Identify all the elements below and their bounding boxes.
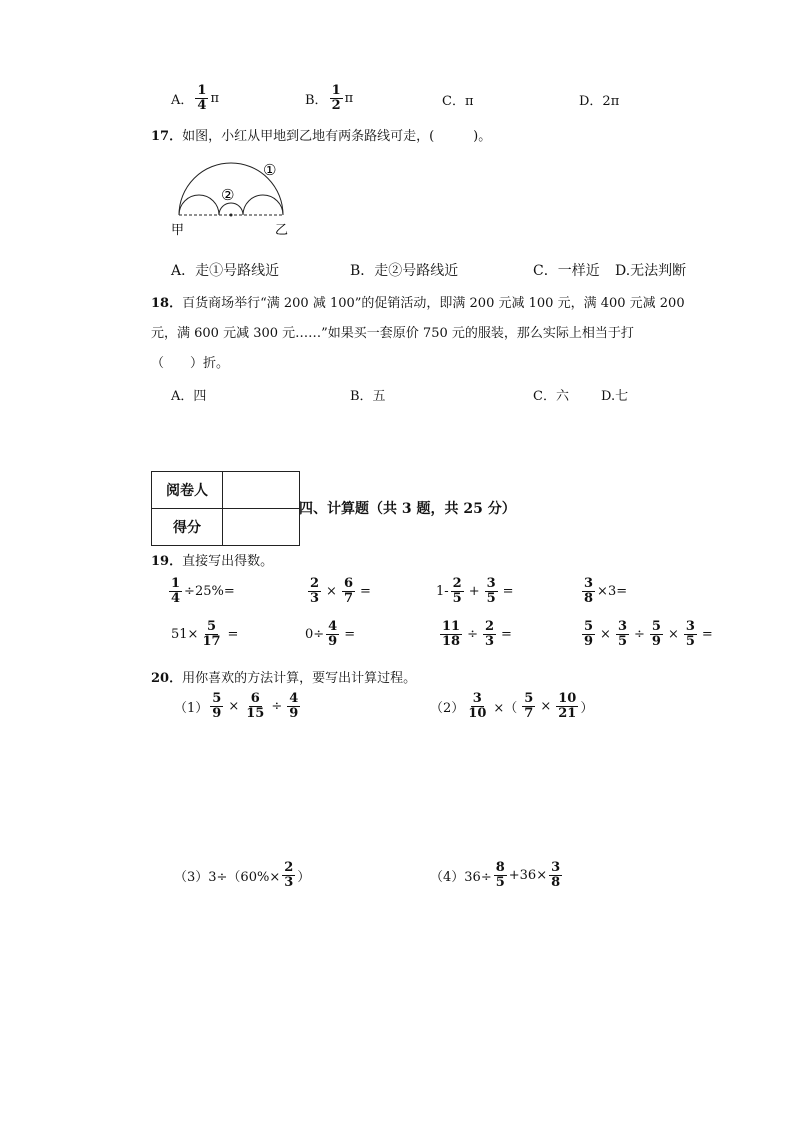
q18-option-d: D.七	[601, 389, 629, 404]
q19-expr-6: 0÷ $\frac{4}{9}$ =	[305, 619, 356, 649]
route-1-label: ①	[263, 161, 277, 179]
q18-option-a: A．四	[171, 389, 207, 404]
route-2-arc-right	[243, 195, 283, 215]
q16-option-a: A． $\frac{1}{4}$ π	[171, 83, 219, 113]
q19-expr-7: $\frac{11}{18}$ ÷ $\frac{2}{3}$ =	[442, 619, 512, 649]
fraction: $\frac{1}{4}$	[197, 83, 207, 113]
q17-figure	[165, 155, 300, 240]
q19-expr-4: $\frac{3}{8}$ ×3=	[584, 576, 628, 606]
q19-expr-8: $\frac{5}{9}$ × $\frac{3}{5}$ ÷ $\frac{5}{9}$ × $\frac{3}{5}$ =	[584, 619, 713, 649]
q18-option-c: C．六	[533, 389, 569, 404]
reviewer-cell	[223, 472, 300, 509]
q18-option-b: B．五	[350, 389, 386, 404]
q19-question: 19．直接写出得数。	[151, 554, 274, 569]
route-2-arc-left	[179, 195, 219, 215]
q17-question: 17．如图，小红从甲地到乙地有两条路线可走，( )。	[151, 129, 492, 144]
score-cell	[223, 509, 300, 546]
q18-question-line3: （ ）折。	[151, 356, 230, 371]
q16-option-d: D．2π	[579, 94, 620, 109]
fraction: $\frac{1}{2}$	[331, 83, 341, 113]
q20-part-1: （1） $\frac{5}{9}$ × $\frac{6}{15}$ ÷ $\frac{4}{9}$	[174, 691, 299, 721]
route-2-arc-middle	[219, 203, 243, 215]
q16-option-b: B． $\frac{1}{2}$ π	[305, 83, 354, 113]
q19-expr-3: 1- $\frac{2}{5}$ + $\frac{3}{5}$ =	[436, 576, 514, 606]
route-2-label: ②	[221, 186, 235, 204]
q19-expr-5: 51× $\frac{5}{17}$ =	[171, 619, 239, 649]
score-label: 得分	[152, 509, 223, 546]
q17-option-d: D.无法判断	[615, 263, 687, 279]
q20-question: 20．用你喜欢的方法计算，要写出计算过程。	[151, 671, 417, 686]
q20-part-3: （3）3÷（60%× $\frac{2}{3}$ ）	[174, 860, 311, 890]
q16-option-c: C．π	[442, 94, 474, 109]
section-4-title: 四、计算题（共 3 题，共 25 分）	[299, 501, 516, 517]
q19-expr-2: $\frac{2}{3}$ × $\frac{6}{7}$ =	[310, 576, 371, 606]
end-label: 乙	[275, 223, 289, 238]
center-point	[230, 214, 233, 217]
q17-option-b: B．走②号路线近	[350, 263, 459, 279]
q19-expr-1: $\frac{1}{4}$ ÷25%=	[171, 576, 235, 606]
q18-question-line1: 18．百货商场举行“满 200 减 100”的促销活动，即满 200 元减 100 元，满 400 元减 200	[151, 296, 685, 311]
q20-part-2: （2） $\frac{3}{10}$ ×（ $\frac{5}{7}$ × $\frac{10}{21}$ ）	[430, 691, 594, 721]
reviewer-label: 阅卷人	[152, 472, 223, 509]
q17-option-c: C．一样近	[533, 263, 600, 279]
score-table	[151, 471, 300, 546]
start-label: 甲	[171, 223, 185, 238]
q20-part-4: （4）36÷ $\frac{8}{5}$ +36× $\frac{3}{8}$	[430, 860, 561, 890]
q17-option-a: A．走①号路线近	[171, 263, 280, 279]
q18-question-line2: 元，满 600 元减 300 元……”如果买一套原价 750 元的服装，那么实际上相当于打	[151, 326, 634, 341]
